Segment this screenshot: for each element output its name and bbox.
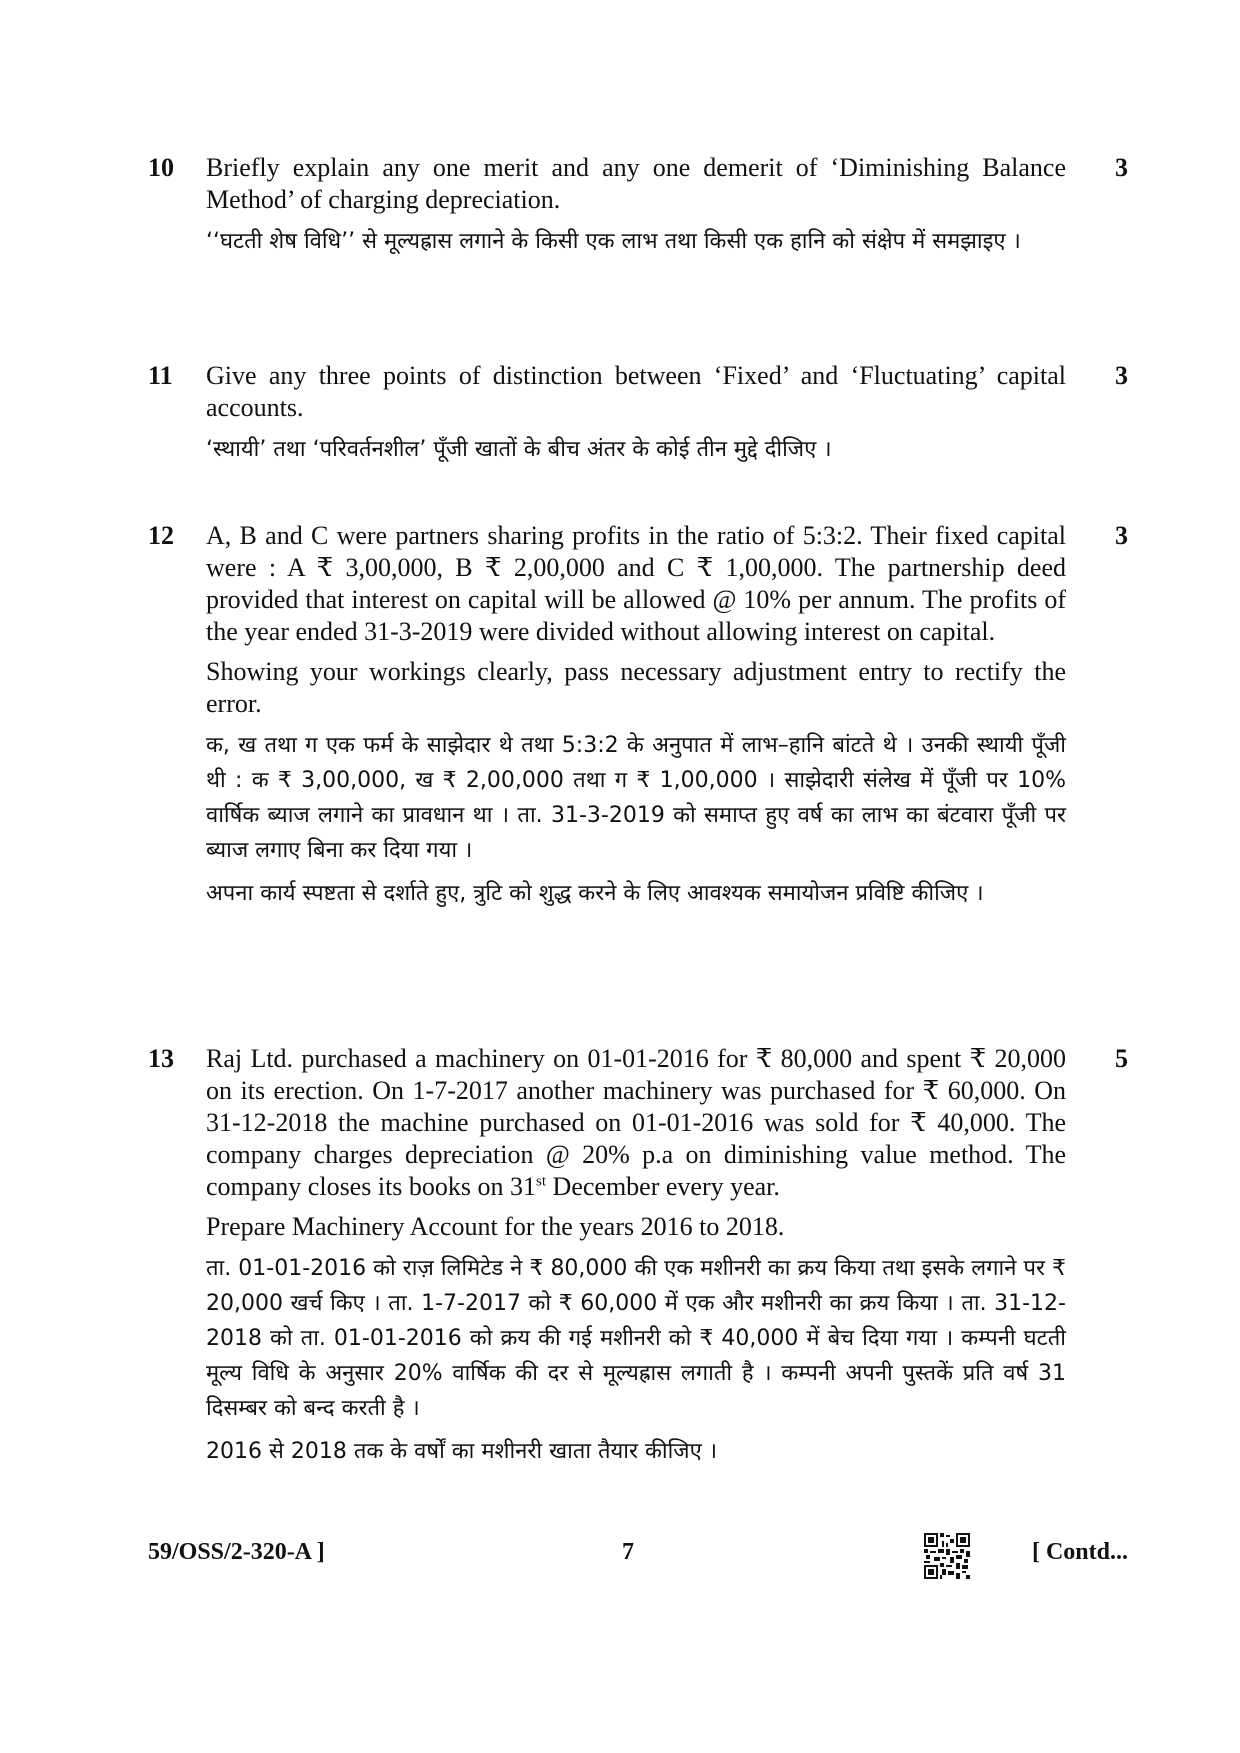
english-text: Briefly explain any one merit and any one demerit of ‘Diminishing Balance Method’ of charging depreciation. xyxy=(206,153,1066,214)
hindi-instruction: 2016 से 2018 तक के वर्षों का मशीनरी खाता तैयार कीजिए । xyxy=(206,1439,718,1464)
english-text: Give any three points of distinction between ‘Fixed’ and ‘Fluctuating’ capital accounts. xyxy=(206,361,1066,422)
hindi-text: ‘‘घटती शेष विधि’’ से मूल्यह्रास लगाने के किसी एक लाभ तथा किसी एक हानि को संक्षेप में समझाइए । xyxy=(206,229,1021,254)
question-marks: 5 xyxy=(1115,1044,1128,1073)
question-10 xyxy=(148,152,1128,267)
question-12 xyxy=(148,520,1128,919)
hindi-text: ‘स्थायी’ तथा ‘परिवर्तनशील’ पूँजी खातों के बीच अंतर के कोई तीन मुद्दे दीजिए । xyxy=(206,437,832,462)
question-number: 10 xyxy=(148,153,174,182)
hindi-instruction: अपना कार्य स्पष्टता से दर्शाते हुए, त्रुटि को शुद्ध करने के लिए आवश्यक समायोजन प्रविष्टि कीजिए । xyxy=(206,881,984,906)
page-number: 7 xyxy=(622,1539,634,1565)
english-text xyxy=(206,1043,1066,1203)
english-text: A, B and C were partners sharing profits in the ratio of 5:3:2. Their fixed capital were : A ₹ 3,00,000, B ₹ 2,00,000 and C ₹ 1,00,000. The partnership deed provided that interest on capital will be allowed @ 10% per annum. The profits of the year ended 31-3-2019 were divided without allowing interest on capital. xyxy=(206,521,1066,646)
english-text-main: Raj Ltd. purchased a machinery on 01-01-2016 for ₹ 80,000 and spent ₹ 20,000 on its erection. On 1-7-2017 another machinery was purchased for ₹ 60,000. On 31-12-2018 the machine purchased on 01-01-2016 was sold for ₹ 40,000. The company charges depreciation @ 20% p.a on diminishing value method. The company closes its books on 31 xyxy=(206,1044,1066,1201)
question-marks: 3 xyxy=(1115,521,1128,550)
question-marks: 3 xyxy=(1115,153,1128,182)
english-instruction: Prepare Machinery Account for the years 2016 to 2018. xyxy=(206,1212,785,1241)
paper-code: 59/OSS/2-320-A ] xyxy=(148,1539,325,1565)
continued-label: [ Contd... xyxy=(1031,1539,1128,1565)
question-number: 11 xyxy=(148,361,173,390)
english-instruction: Showing your workings clearly, pass necessary adjustment entry to rectify the error. xyxy=(206,657,1066,718)
qr-code-icon xyxy=(924,1533,970,1579)
question-marks: 3 xyxy=(1115,361,1128,390)
hindi-text: क, ख तथा ग एक फर्म के साझेदार थे तथा 5:3:2 के अनुपात में लाभ–हानि बांटते थे । उनकी स्थायी पूँजी थी : क ₹ 3,00,000, ख ₹ 2,00,000 तथा ग ₹ 1,00,000 । साझेदारी संलेख में पूँजी पर 10% वार्षिक ब्याज लगाने का प्रावधान था । ता. 31-3-2019 को समाप्त हुए वर्ष का लाभ का बंटवारा पूँजी पर ब्याज लगाए बिना कर दिया गया । xyxy=(206,733,1066,863)
question-13 xyxy=(148,1043,1128,1477)
question-number: 13 xyxy=(148,1044,174,1073)
question-number: 12 xyxy=(148,521,174,550)
page-footer xyxy=(148,1533,1128,1573)
superscript: st xyxy=(536,1173,547,1190)
english-text-tail: December every year. xyxy=(546,1172,780,1201)
question-11 xyxy=(148,360,1128,475)
hindi-text: ता. 01-01-2016 को राज़ लिमिटेड ने ₹ 80,000 की एक मशीनरी का क्रय किया तथा इसके लगाने पर ₹ 20,000 खर्च किए । ता. 1-7-2017 को ₹ 60,000 में एक और मशीनरी का क्रय किया । ता. 31-12-2018 को ता. 01-01-2016 को क्रय की गई मशीनरी को ₹ 40,000 में बेच दिया गया । कम्पनी घटती मूल्य विधि के अनुसार 20% वार्षिक की दर से मूल्यह्रास लगाती है । कम्पनी अपनी पुस्तकें प्रति वर्ष 31 दिसम्बर को बन्द करती है । xyxy=(206,1256,1066,1421)
